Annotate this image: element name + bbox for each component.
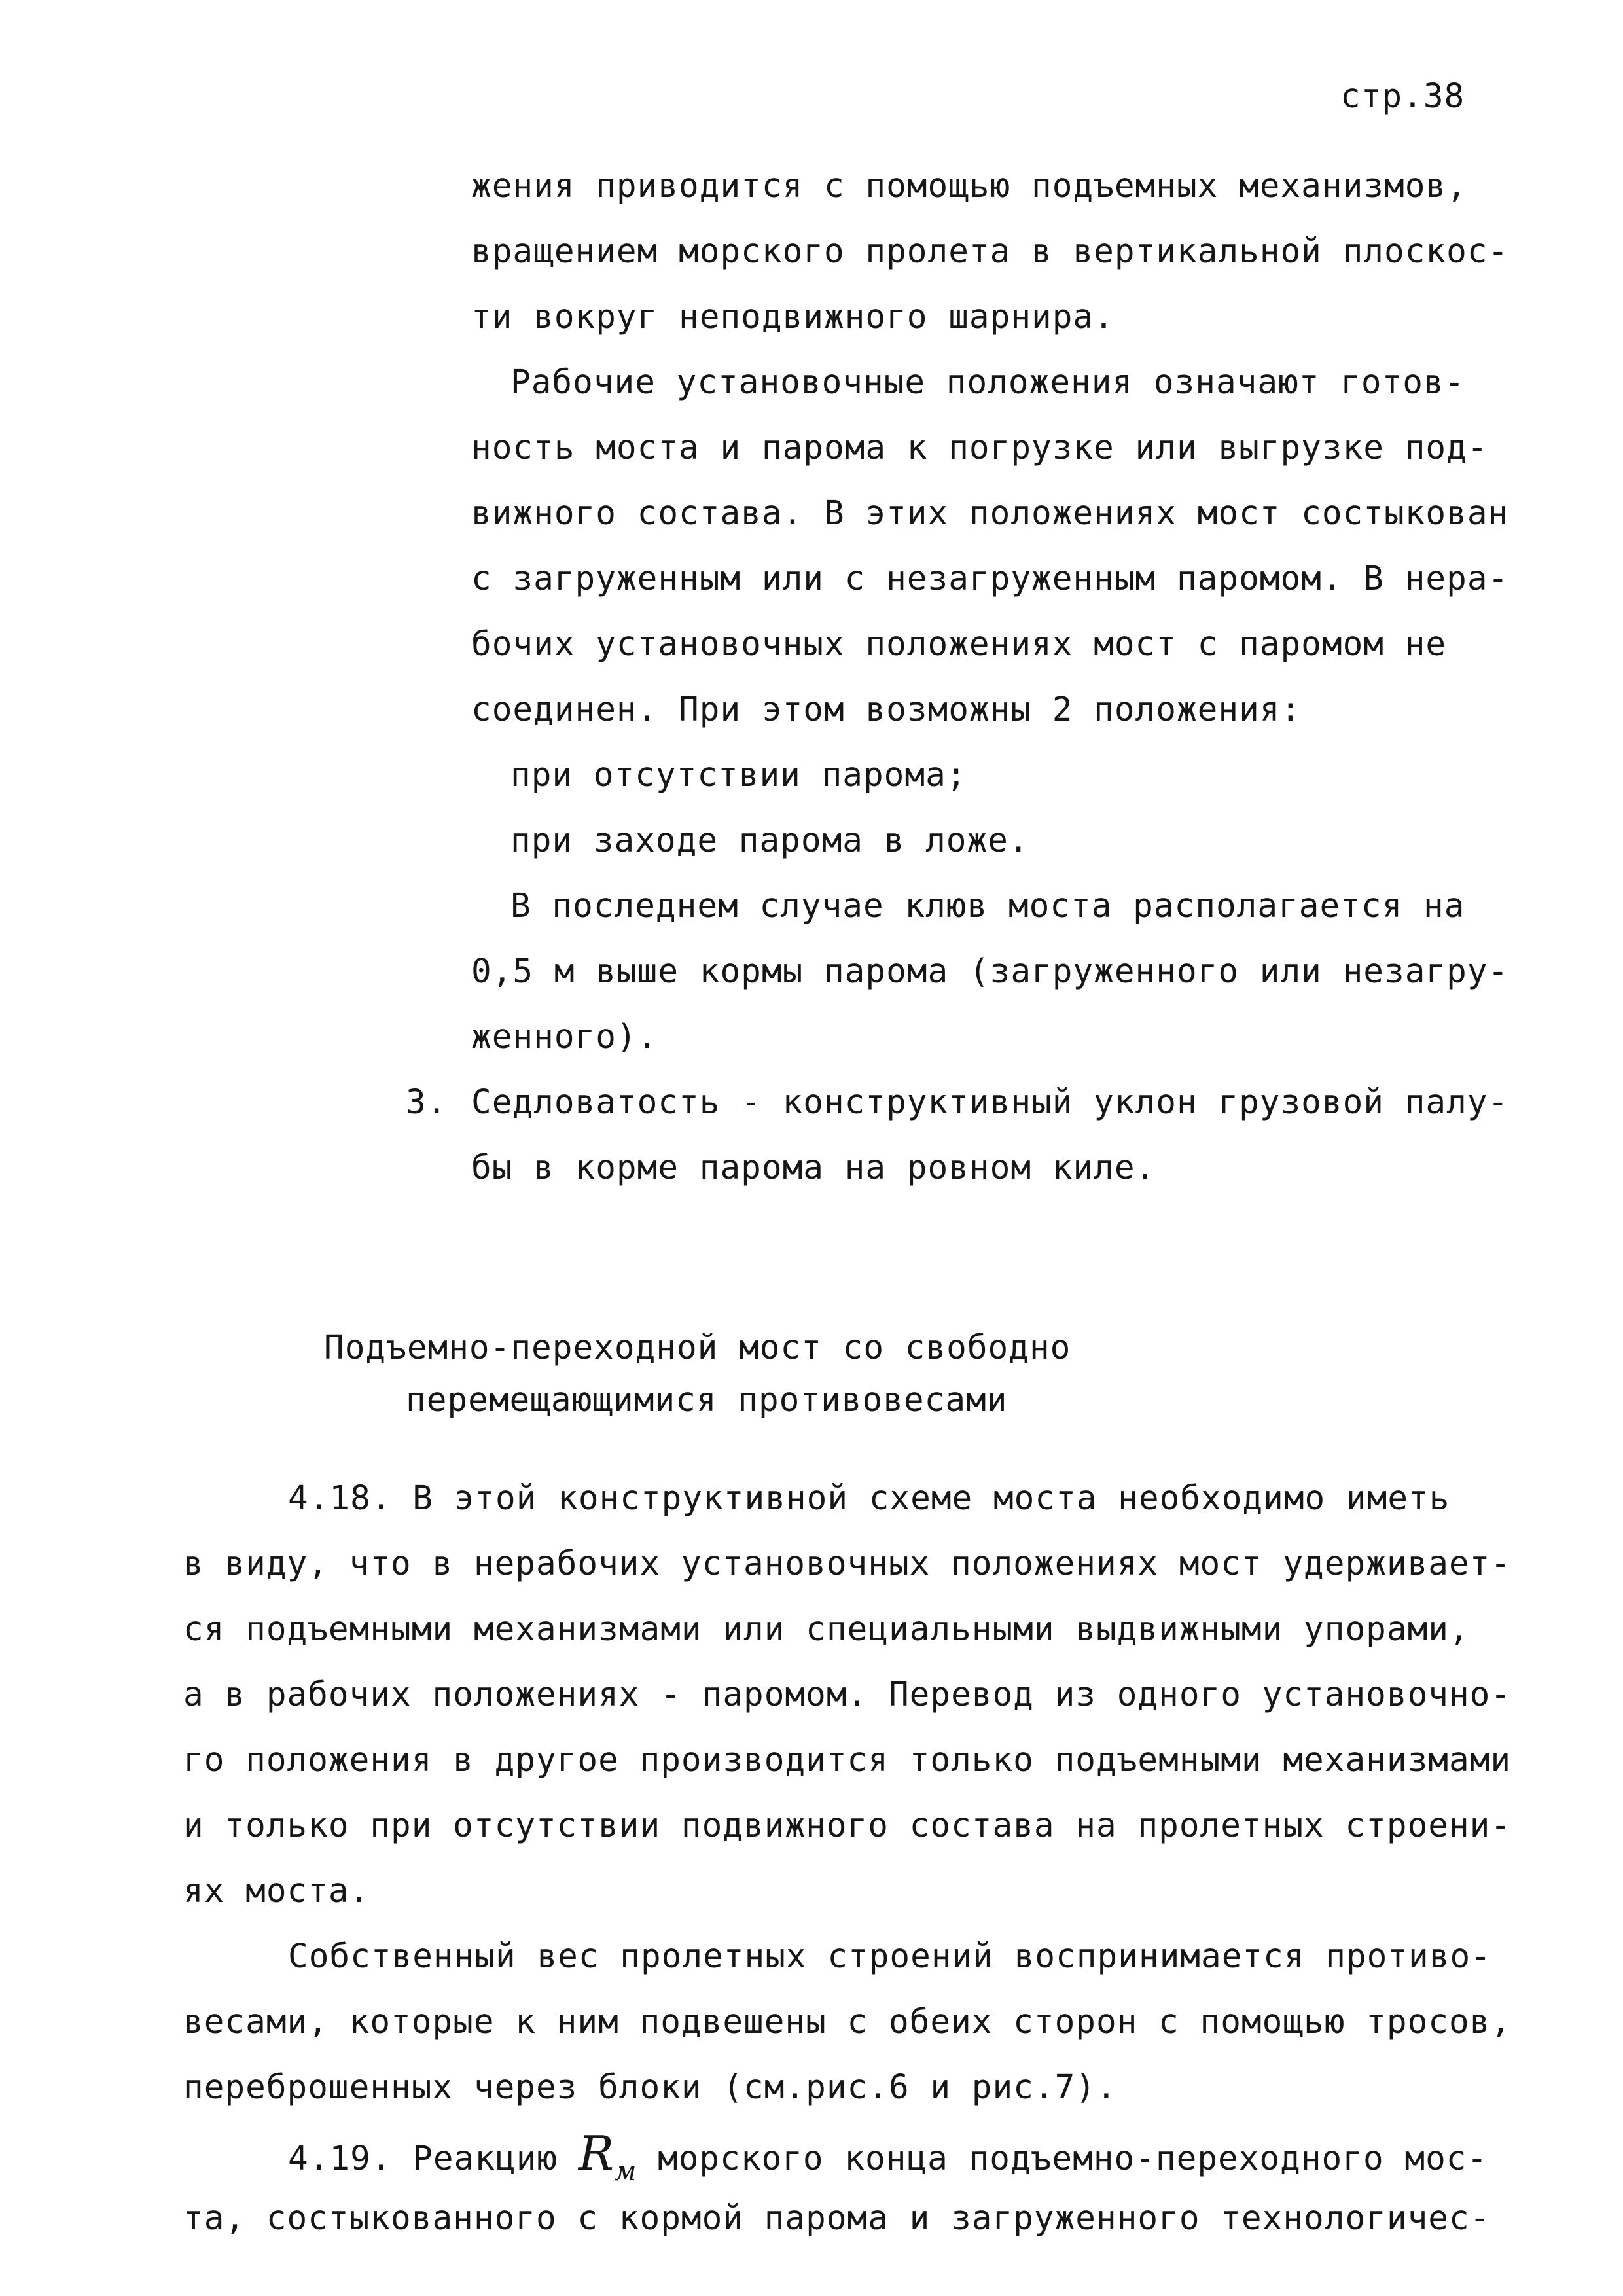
text-line: ях моста. <box>183 1872 370 1910</box>
text-line: та, состыкованного с кормой парома и загруженного технологичес- <box>183 2199 1491 2238</box>
text-line: с загруженным или с незагруженным паромом. В нера- <box>471 560 1509 598</box>
text-line: в виду, что в нерабочих установочных положениях мост удерживает- <box>183 1545 1512 1583</box>
text-line: бочих установочных положениях мост с паромом не <box>471 625 1447 664</box>
text-line: ти вокруг неподвижного шарнира. <box>471 298 1115 336</box>
text-line: соединен. При этом возможны 2 положения: <box>471 691 1302 729</box>
text-line: весами, которые к ним подвешены с обеих сторон с помощью тросов, <box>183 2003 1512 2041</box>
text-line: и только при отсутствии подвижного состава на пролетных строени- <box>183 1806 1512 1845</box>
list-item: при отсутствии парома; <box>510 756 967 795</box>
text-line: ность моста и парома к погрузке или выгрузке под- <box>471 429 1488 467</box>
text-line: ся подъемными механизмами или специальными выдвижными упорами, <box>183 1610 1470 1649</box>
text-line <box>288 2126 1488 2187</box>
text-line: В последнем случае клюв моста располагается на <box>510 887 1465 925</box>
text-line: бы в корме парома на ровном киле. <box>471 1149 1156 1187</box>
text-line: 0,5 м выше кормы парома (загруженного или незагру- <box>471 952 1509 991</box>
para-419-prefix: 4.19. Реакцию <box>288 2140 558 2178</box>
list-item: при заходе парома в ложе. <box>510 821 1029 860</box>
text-line: переброшенных через блоки (см.рис.6 и рис.7). <box>183 2068 1117 2107</box>
text-line: а в рабочих положениях - паромом. Перевод из одного установочно- <box>183 1676 1512 1714</box>
section-heading: перемещающимися противовесами <box>406 1381 1008 1420</box>
text-line: вижного состава. В этих положениях мост состыкован <box>471 494 1509 533</box>
reaction-symbol: R <box>578 2126 615 2181</box>
text-line: Собственный вес пролетных строений воспринимается противо- <box>288 1937 1491 1976</box>
reaction-subscript: м <box>615 2157 637 2187</box>
text-line: 4.18. В этой конструктивной схеме моста необходимо иметь <box>288 1479 1450 1518</box>
text-line: женного). <box>471 1018 658 1056</box>
item-number: 3. <box>406 1083 448 1122</box>
para-419-suffix: морского конца подъемно-переходного мос- <box>658 2140 1488 2178</box>
text-line: Седловатость - конструктивный уклон грузовой палу- <box>471 1083 1509 1122</box>
section-heading: Подъемно-переходной мост со свободно <box>324 1329 1071 1367</box>
text-line: го положения в другое производится только подъемными механизмами <box>183 1741 1512 1780</box>
text-line: жения приводится с помощью подъемных механизмов, <box>471 167 1467 206</box>
text-line: вращением морского пролета в вертикальной плоскос- <box>471 232 1509 271</box>
text-line: Рабочие установочные положения означают готов- <box>510 363 1465 402</box>
page-number: стр.38 <box>1340 77 1465 116</box>
